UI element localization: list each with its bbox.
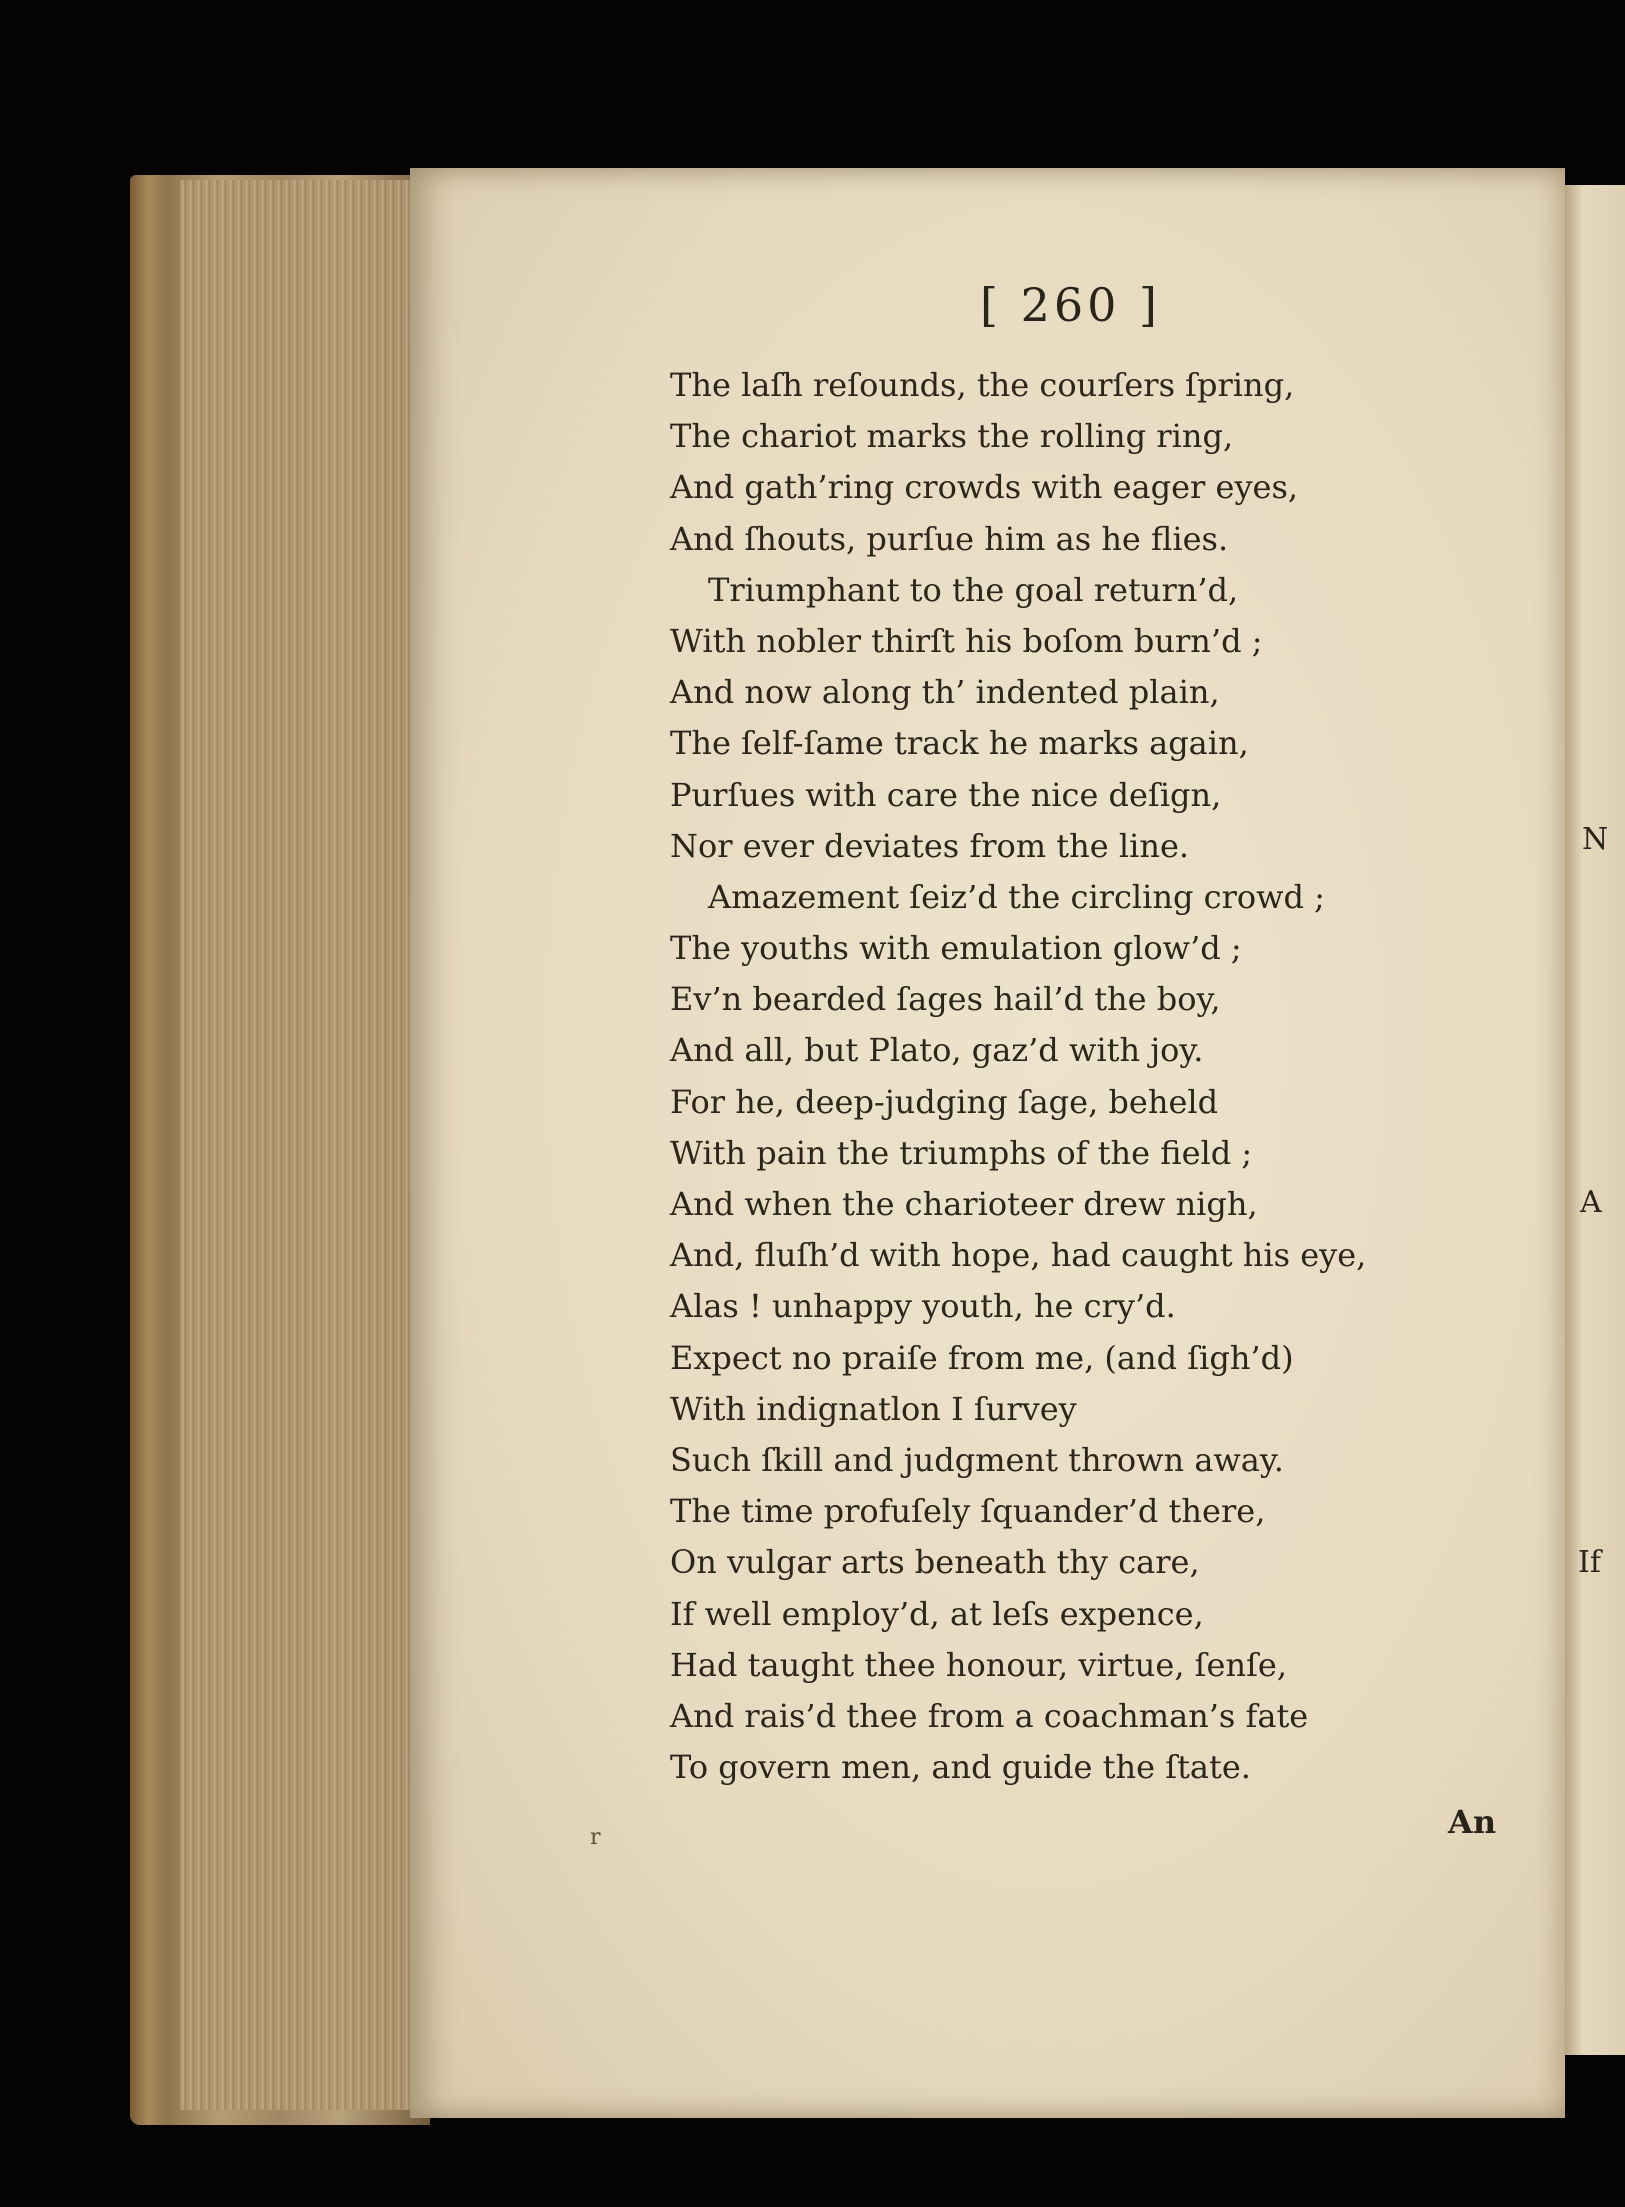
verse-line: Nor ever deviates from the line. (670, 826, 1190, 865)
verse-line: The chariot marks the rolling ring, (670, 417, 1234, 456)
verse-line: And, fluſh’d with hope, had caught his eye, (670, 1236, 1367, 1275)
verse-line: And now along th’ indented plain, (670, 673, 1220, 712)
verse-line: On vulgar arts beneath thy care, (670, 1543, 1200, 1582)
verse-line: Amazement ſeiz’d the circling crowd ; (708, 877, 1325, 916)
verse-line: The ſelf-ſame track he marks again, (670, 724, 1249, 763)
verse-line: Such ſkill and judgment thrown away. (670, 1440, 1284, 1479)
verse-line: Alas ! unhappy youth, he cry’d. (670, 1287, 1176, 1326)
verse-line: And ſhouts, purſue him as he flies. (670, 519, 1229, 558)
verse-line: With pain the triumphs of the field ; (670, 1133, 1253, 1172)
verse-line: Had taught thee honour, virtue, ſenſe, (670, 1645, 1288, 1684)
facing-page-fragment: A (1580, 1185, 1602, 1220)
verse-line: And when the charioteer drew nigh, (670, 1185, 1258, 1223)
page-stack-edges (180, 180, 415, 2110)
stray-mark: r (590, 1825, 601, 1850)
verse-line: Expect no praiſe from me, (and ſigh’d) (670, 1338, 1294, 1377)
facing-page-fragment: If (1578, 1545, 1601, 1580)
verse-line: To govern men, and guide the ſtate. (670, 1748, 1251, 1787)
verse-line: The laſh reſounds, the courſers ſpring, (670, 366, 1295, 404)
verse-line: For he, deep-judging ſage, beheld (670, 1082, 1219, 1121)
verse-line: Purſues with care the nice deſign, (670, 775, 1222, 814)
verse-line: The youths with emulation glow’d ; (670, 929, 1242, 968)
page-number: [ 260 ] (980, 278, 1161, 332)
verse-line: With indignatlon I ſurvey (670, 1389, 1077, 1428)
facing-page-fragment: N (1582, 822, 1609, 857)
verse-line: With nobler thirſt his boſom burn’d ; (670, 621, 1263, 660)
verse-line: Ev’n bearded ſages hail’d the boy, (670, 980, 1221, 1019)
poem-text (670, 360, 1430, 1793)
verse-line: Triumphant to the goal return’d, (708, 570, 1239, 609)
facing-page-edge (1565, 185, 1625, 2055)
verse-line: And gath’ring crowds with eager eyes, (670, 468, 1299, 507)
verse-line: If well employ’d, at leſs expence, (670, 1594, 1204, 1633)
verse-line: And all, but Plato, gaz’d with joy. (670, 1031, 1204, 1070)
verse-line: The time profuſely ſquander’d there, (670, 1492, 1266, 1531)
verse-line: And rais’d thee from a coachman’s fate (670, 1696, 1309, 1735)
catchword: An (1448, 1803, 1497, 1841)
